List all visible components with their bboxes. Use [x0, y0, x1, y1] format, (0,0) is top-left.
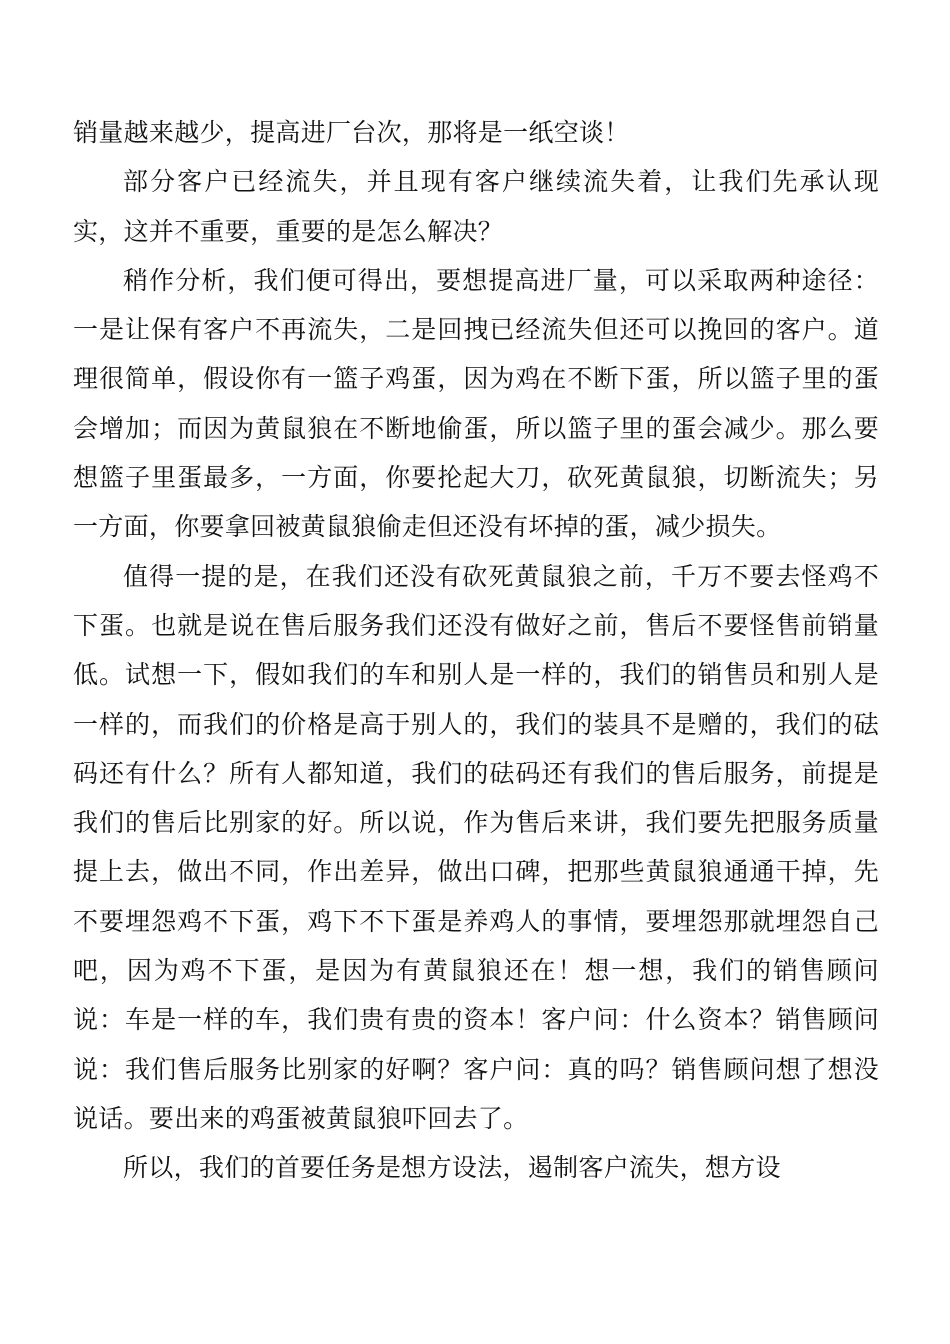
paragraph-4: 值得一提的是，在我们还没有砍死黄鼠狼之前，千万不要去怪鸡不下蛋。也就是说在售后服务我们还没有做好之前，售后不要怪售前销量低。试想一下，假如我们的车和别人是一样的，我们的销售员和别人是一样的，而我们的价格是高于别人的，我们的装具不是赠的，我们的砝码还有什么？所有人都知道，我们的砝码还有我们的售后服务，前提是我们的售后比别家的好。所以说，作为售后来讲，我们要先把服务质量提上去，做出不同，作出差异，做出口碑，把那些黄鼠狼通通干掉，先不要埋怨鸡不下蛋，鸡下不下蛋是养鸡人的事情，要埋怨那就埋怨自己吧，因为鸡不下蛋，是因为有黄鼠狼还在！想一想，我们的销售顾问说：车是一样的车，我们贵有贵的资本！客户问：什么资本？销售顾问说：我们售后服务比别家的好啊？客户问：真的吗？销售顾问想了想没说话。要出来的鸡蛋被黄鼠狼吓回去了。 [73, 561, 879, 1133]
paragraph-5: 所以，我们的首要任务是想方设法，遏制客户流失，想方设 [123, 1153, 781, 1183]
paragraph-3: 稍作分析，我们便可得出，要想提高进厂量，可以采取两种途径：一是让保有客户不再流失，二是回拽已经流失但还可以挽回的客户。道理很简单，假设你有一篮子鸡蛋，因为鸡在不断下蛋，所以篮子里的蛋会增加；而因为黄鼠狼在不断地偷蛋，所以篮子里的蛋会减少。那么要想篮子里蛋最多，一方面，你要抡起大刀，砍死黄鼠狼，切断流失；另一方面，你要拿回被黄鼠狼偷走但还没有坏掉的蛋，减少损失。 [73, 265, 879, 542]
document-body [73, 108, 879, 1193]
paragraph-1: 销量越来越少，提高进厂台次，那将是一纸空谈！ [73, 118, 630, 147]
paragraph-2: 部分客户已经流失，并且现有客户继续流失着，让我们先承认现实，这并不重要，重要的是怎么解决？ [73, 167, 879, 246]
